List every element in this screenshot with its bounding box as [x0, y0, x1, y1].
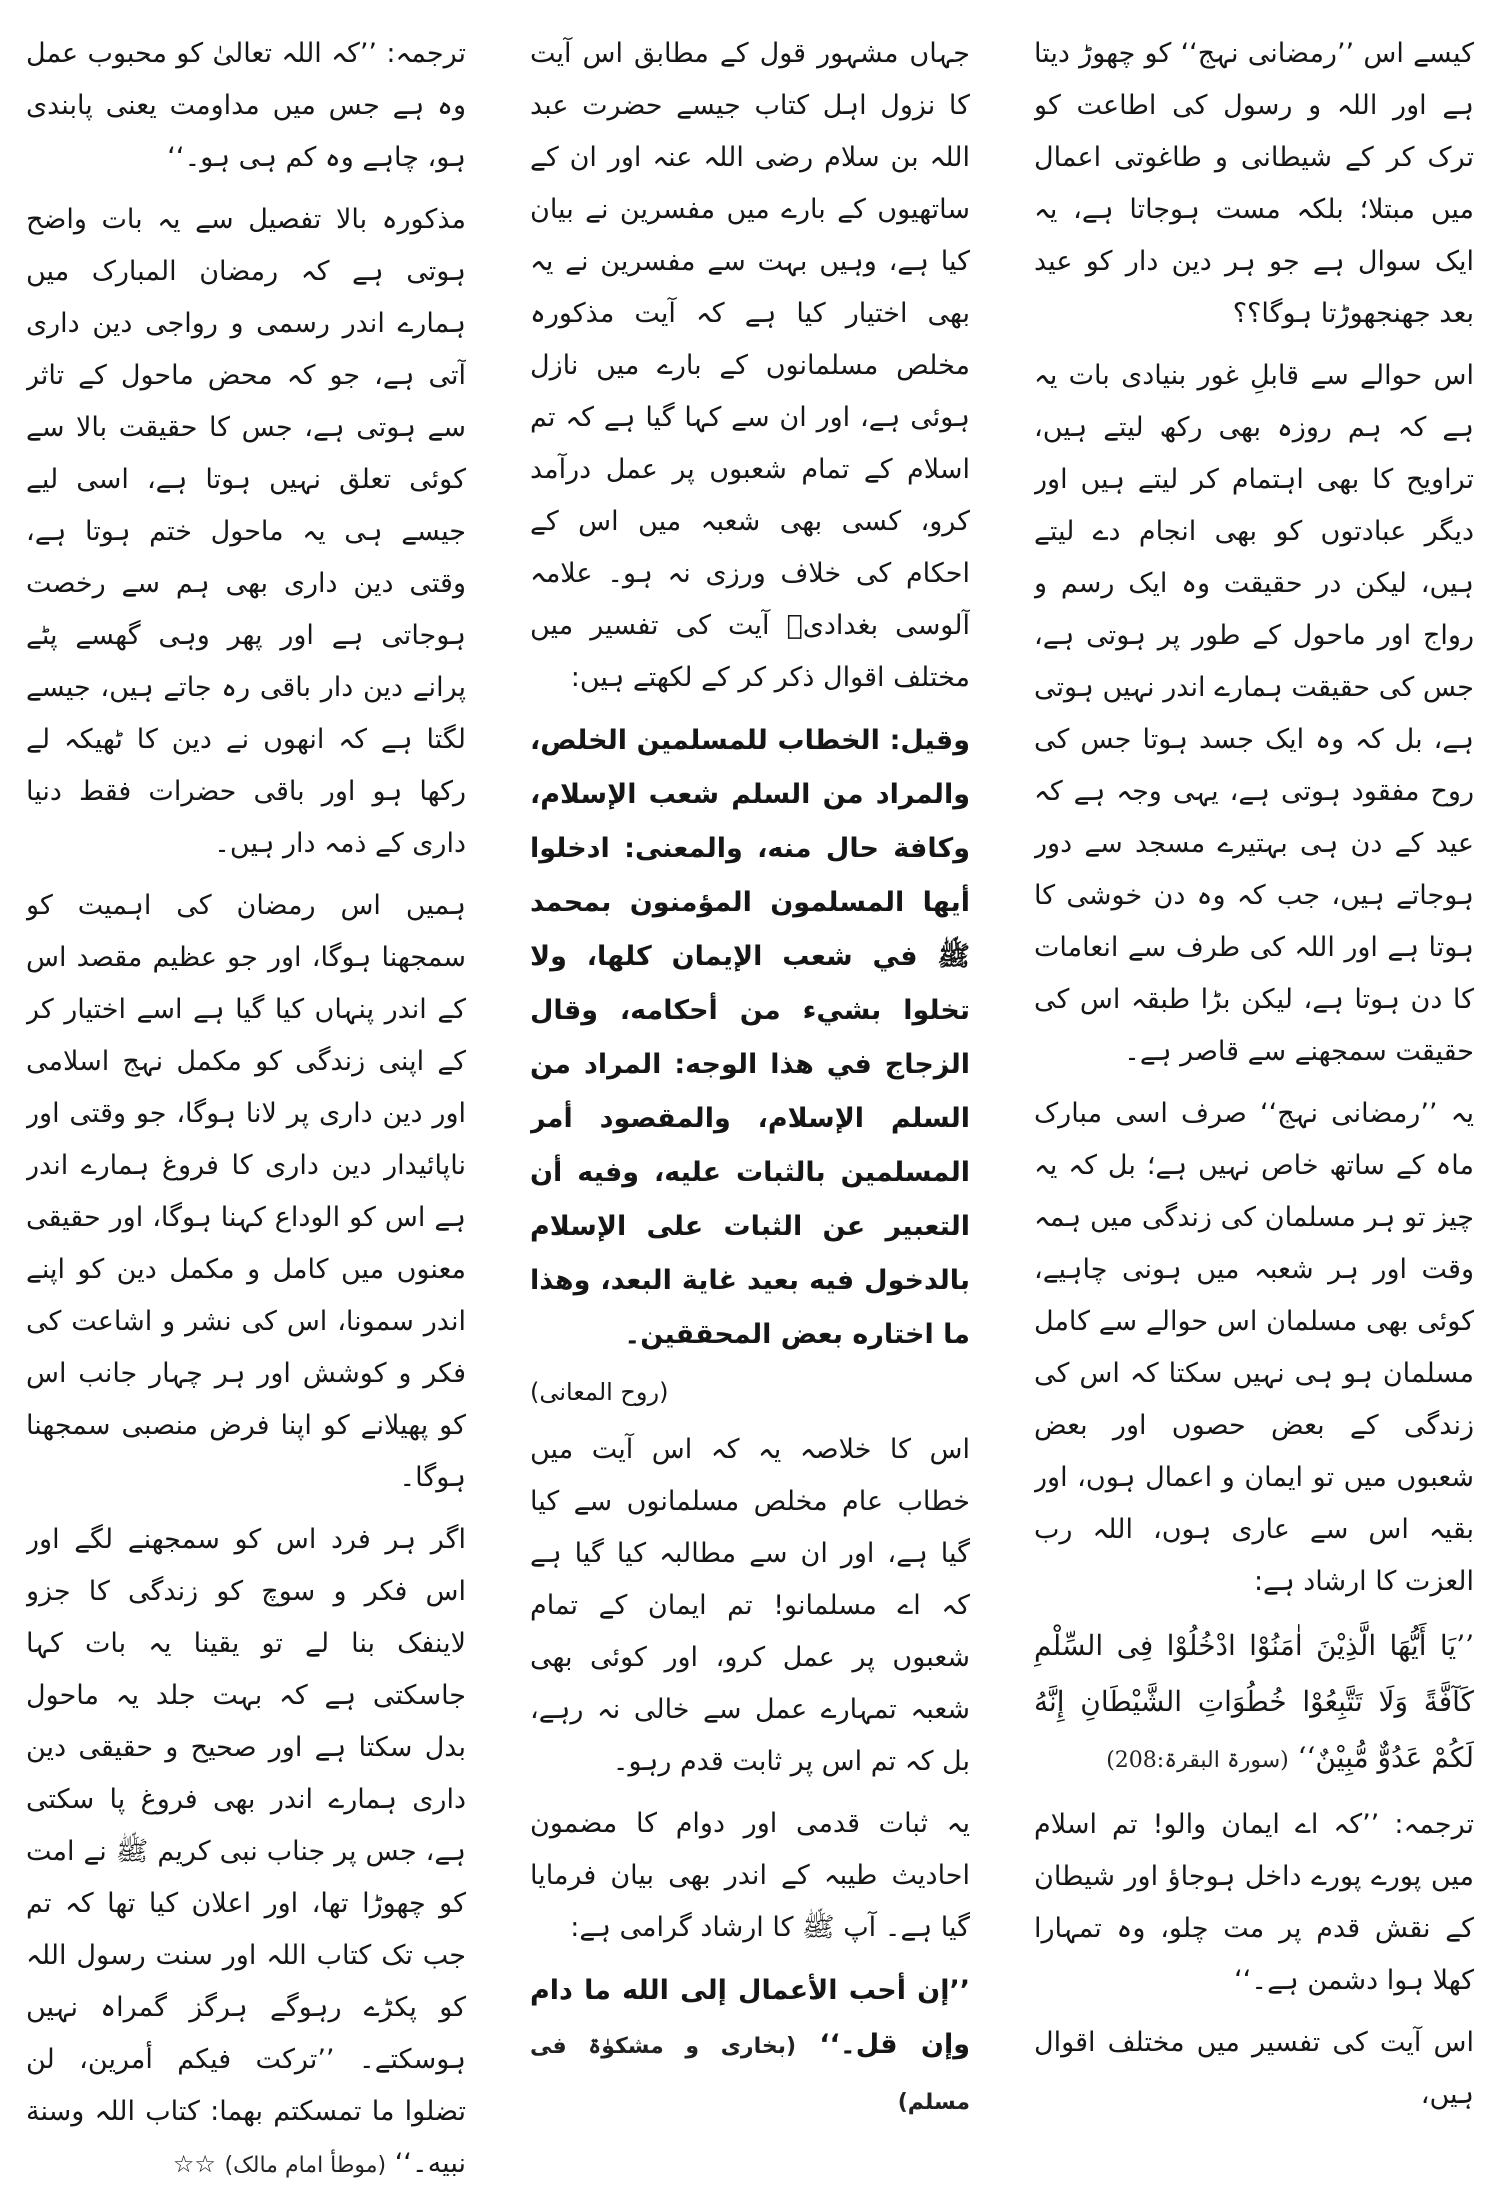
column-right	[1034, 28, 1474, 2178]
column-left	[26, 28, 466, 2178]
paragraph: یہ ثبات قدمی اور دوام کا مضمون احادیث طیبہ کے اندر بھی بیان فرمایا گیا ہے۔ آپ ﷺ کا ارشاد گرامی ہے:	[530, 1808, 970, 1943]
hadith-quote	[530, 1964, 970, 2130]
paragraph: اس آیت کی تفسیر میں مختلف اقوال ہیں،	[1034, 2027, 1474, 2110]
paragraph	[26, 1514, 466, 2178]
hadith-reference: (بخاری و مشکوٰۃ فی مسلم)	[530, 2034, 970, 2115]
translation: ترجمہ: ’’کہ اے ایمان والو! تم اسلام میں پورے پورے داخل ہوجاؤ اور شیطان کے نقش قدم پر مت چلو، وہ تمہارا کھلا ہوا دشمن ہے۔‘‘	[1034, 1809, 1474, 1996]
hadith-reference: (موطأ امام مالک)	[224, 2153, 387, 2178]
quran-verse	[1034, 1618, 1474, 1789]
paragraph: ہمیں اس رمضان کی اہمیت کو سمجھنا ہوگا، اور جو عظیم مقصد اس کے اندر پنہاں کیا گیا ہے اسے اختیار کر کے اپنی زندگی کو مکمل نہج اسلامی اور دین داری پر لانا ہوگا، جو وقتی اور ناپائیدار دین داری کا فروغ ہمارے اندر ہے اس کو الوداع کہنا ہوگا، اور حقیقی معنوں میں کامل و مکمل دین کو اپنے اندر سمونا، اس کی نشر و اشاعت کی فکر و کوشش اور ہر چہار جانب اس کو پھیلانے کو اپنا فرض منصبی سمجھنا ہوگا۔	[26, 890, 466, 1493]
paragraph-text: اگر ہر فرد اس کو سمجھنے لگے اور اس فکر و سوچ کو زندگی کا جزو لاینفک بنا لے تو یقینا یہ بات کہا جاسکتی ہے کہ بہت جلد یہ ماحول بدل سکتا ہے اور صحیح و حقیقی دین داری ہمارے اندر بھی فروغ پا سکتی ہے، جس پر جناب نبی کریم ﷺ نے امت کو چھوڑا تھا، اور اعلان کیا تھا کہ تم جب تک کتاب اللہ اور سنت رسول اللہ کو پکڑے رہوگے ہرگز گمراہ نہیں ہوسکتے۔ ’’ترکت فیکم أمرین، لن تضلوا ما تمسکتم بهما: کتاب اللہ وسنة نبیه۔‘‘	[26, 1524, 466, 2178]
end-mark: ☆☆	[172, 2150, 216, 2178]
verse-reference: (سورۃ البقرۃ:208)	[1106, 1748, 1289, 1773]
arabic-quote: وقيل: الخطاب للمسلمين الخلص، والمراد من السلم شعب الإسلام، وكافة حال منه، والمعنى: ادخلوا أيها المسلمون المؤمنون بمحمد ﷺ في شعب الإيمان كلها، ولا تخلوا بشيء من أحكامه، وقال الزجاج في هذا الوجه: المراد من السلم الإسلام، والمقصود أمر المسلمين بالثبات عليه، وفيه أن التعبير عن الثبات على الإسلام بالدخول فيه بعيد غاية البعد، وهذا ما اختاره بعض المحققين۔	[530, 725, 970, 1350]
paragraph: اس حوالے سے قابلِ غور بنیادی بات یہ ہے کہ ہم روزہ بھی رکھ لیتے ہیں، تراویح کا بھی اہتمام کر لیتے ہیں اور دیگر عبادتوں کو بھی انجام دے لیتے ہیں، لیکن در حقیقت وہ ایک رسم و رواج اور ماحول کے طور پر ہوتی ہے، جس کی حقیقت ہمارے اندر نہیں ہوتی ہے، بل کہ وہ ایک جسد ہوتا جس کی روح مفقود ہوتی ہے، یہی وجہ ہے کہ عید کے دن ہی بہتیرے مسجد سے دور ہوجاتے ہیں، جب کہ وہ دن خوشی کا ہوتا ہے اور اللہ کی طرف سے انعامات کا دن ہوتا ہے، لیکن بڑا طبقہ اس کی حقیقت سمجھنے سے قاصر ہے۔	[1034, 360, 1474, 1067]
quran-verse-text: ’’یَا أَیُّهَا الَّذِیْنَ اٰمَنُوْا ادْخُلُوْا فِی السِّلْمِ کَآفَّةً وَلَا تَتَّبِعُوْا خُطُوَاتِ الشَّیْطَانِ إِنَّهُ لَکُمْ عَدُوٌّ مُّبِیْنٌ‘‘	[1034, 1629, 1474, 1774]
hadith-text: ’’إن أحب الأعمال إلى الله ما دام وإن قل۔‘‘	[530, 1975, 970, 2060]
paragraph: کیسے اس ’’رمضانی نہج‘‘ کو چھوڑ دیتا ہے اور اللہ و رسول کی اطاعت کو ترک کر کے شیطانی و طاغوتی اعمال میں مبتلا؛ بلکہ مست ہوجاتا ہے، یہ ایک سوال ہے جو ہر دین دار کو عید بعد جھنجھوڑتا ہوگا؟؟	[1034, 38, 1474, 329]
paragraph: جہاں مشہور قول کے مطابق اس آیت کا نزول اہل کتاب جیسے حضرت عبد اللہ بن سلام رضی اللہ عنہ اور ان کے ساتھیوں کے بارے میں مفسرین نے بیان کیا ہے، وہیں بہت سے مفسرین نے یہ بھی اختیار کیا ہے کہ آیت مذکورہ مخلص مسلمانوں کے بارے میں نازل ہوئی ہے، اور ان سے کہا گیا ہے کہ تم اسلام کے تمام شعبوں پر عمل درآمد کرو، کسی بھی شعبہ میں اس کے احکام کی خلاف ورزی نہ ہو۔ علامہ آلوسی بغدادیؒ آیت کی تفسیر میں مختلف اقوال ذکر کر کے لکھتے ہیں:	[530, 38, 970, 693]
column-middle	[530, 28, 970, 2178]
paragraph: اس کا خلاصہ یہ کہ اس آیت میں خطاب عام مخلص مسلمانوں سے کیا گیا ہے، اور ان سے مطالبہ کیا گیا ہے کہ اے مسلمانو! تم ایمان کے تمام شعبوں پر عمل کرو، اور کوئی بھی شعبہ تمہارے عمل سے خالی نہ رہے، بل کہ تم اس پر ثابت قدم رہو۔	[530, 1434, 970, 1777]
paragraph: مذکورہ بالا تفصیل سے یہ بات واضح ہوتی ہے کہ رمضان المبارک میں ہمارے اندر رسمی و رواجی دین داری آتی ہے، جو کہ محض ماحول کے تاثر سے ہوتی ہے، جس کا حقیقت بالا سے کوئی تعلق نہیں ہوتا ہے، اسی لیے جیسے ہی یہ ماحول ختم ہوتا ہے، وقتی دین داری بھی ہم سے رخصت ہوجاتی ہے اور پھر وہی گھسے پٹے پرانے دین دار باقی رہ جاتے ہیں، جیسے لگتا ہے کہ انھوں نے دین کا ٹھیکہ لے رکھا ہو اور باقی حضرات فقط دنیا داری کے ذمہ دار ہیں۔	[26, 204, 466, 859]
arabic-quote-source: (روح المعانی)	[530, 1378, 669, 1406]
translation: ترجمہ: ’’کہ اللہ تعالیٰ کو محبوب عمل وہ ہے جس میں مداومت یعنی پابندی ہو، چاہے وہ کم ہی ہو۔‘‘	[26, 38, 466, 173]
paragraph: یہ ’’رمضانی نہج‘‘ صرف اسی مبارک ماہ کے ساتھ خاص نہیں ہے؛ بل کہ یہ چیز تو ہر مسلمان کی زندگی میں ہمہ وقت اور ہر شعبہ میں ہونی چاہیے، کوئی بھی مسلمان اس حوالے سے کامل مسلمان ہو ہی نہیں سکتا کہ اس کی زندگی کے بعض حصوں اور بعض شعبوں میں تو ایمان و اعمال ہوں، اور بقیہ اس سے عاری ہوں، اللہ رب العزت کا ارشاد ہے:	[1034, 1098, 1474, 1597]
